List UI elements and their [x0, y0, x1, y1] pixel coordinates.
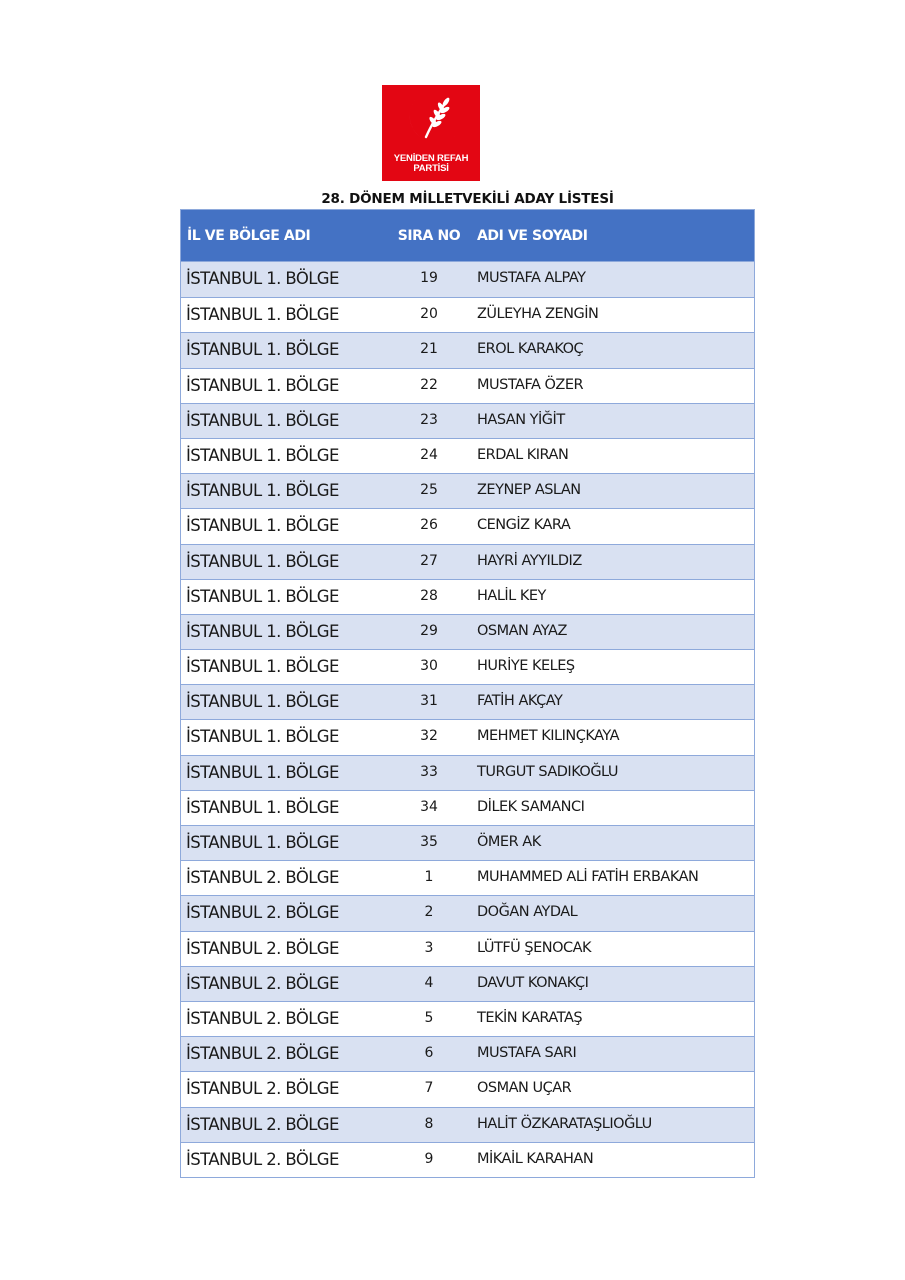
cell-sira-no: 32 — [420, 728, 438, 745]
cell-sira-no: 4 — [424, 974, 434, 991]
cell-sira-no: 27 — [420, 552, 438, 569]
table-row — [181, 473, 754, 508]
cell-region: İSTANBUL 1. BÖLGE — [186, 727, 339, 747]
table-row — [181, 895, 754, 930]
cell-candidate-name: MUHAMMED ALİ FATİH ERBAKAN — [477, 869, 699, 886]
cell-sira-no: 34 — [420, 798, 438, 815]
cell-candidate-name: DAVUT KONAKÇI — [477, 974, 589, 991]
candidate-table — [180, 209, 755, 1178]
cell-candidate-name: ZÜLEYHA ZENGİN — [477, 306, 599, 323]
cell-sira-no: 28 — [420, 587, 438, 604]
cell-candidate-name: OSMAN AYAZ — [477, 622, 567, 639]
cell-candidate-name: MİKAİL KARAHAN — [477, 1150, 594, 1167]
cell-region: İSTANBUL 1. BÖLGE — [186, 269, 339, 288]
cell-sira-no: 6 — [424, 1045, 434, 1062]
cell-sira-no: 35 — [420, 834, 438, 850]
cell-candidate-name: DOĞAN AYDAL — [477, 904, 578, 921]
cell-candidate-name: OSMAN UÇAR — [477, 1080, 572, 1097]
table-row — [181, 614, 754, 649]
cell-sira-no: 21 — [420, 341, 438, 358]
table-row — [181, 719, 754, 754]
cell-candidate-name: MUSTAFA ALPAY — [477, 270, 586, 286]
logo-text-line2: PARTİSİ — [413, 163, 449, 174]
cell-candidate-name: MEHMET KILINÇKAYA — [477, 728, 620, 745]
cell-candidate-name: CENGİZ KARA — [477, 517, 571, 534]
table-row — [181, 860, 754, 895]
cell-region: İSTANBUL 1. BÖLGE — [186, 621, 339, 641]
cell-sira-no: 20 — [420, 306, 438, 323]
table-row — [181, 508, 754, 543]
party-logo — [382, 85, 480, 181]
cell-candidate-name: TEKİN KARATAŞ — [477, 1009, 583, 1026]
table-row — [181, 966, 754, 1001]
table-body — [181, 262, 754, 1177]
cell-region: İSTANBUL 1. BÖLGE — [186, 657, 339, 677]
cell-region: İSTANBUL 1. BÖLGE — [186, 340, 339, 360]
table-row — [181, 579, 754, 614]
table-header — [181, 210, 754, 262]
table-row — [181, 297, 754, 332]
table-row — [181, 755, 754, 790]
cell-region: İSTANBUL 2. BÖLGE — [186, 1008, 339, 1028]
cell-sira-no: 2 — [424, 904, 434, 921]
cell-sira-no: 26 — [420, 517, 438, 534]
cell-region: İSTANBUL 1. BÖLGE — [186, 762, 339, 782]
cell-sira-no: 7 — [424, 1080, 434, 1097]
cell-region: İSTANBUL 1. BÖLGE — [186, 516, 339, 536]
cell-candidate-name: EROL KARAKOÇ — [477, 341, 584, 358]
cell-region: İSTANBUL 2. BÖLGE — [186, 868, 339, 888]
column-header-no: SIRA NO — [397, 228, 461, 244]
cell-candidate-name: HALİL KEY — [477, 587, 546, 604]
cell-candidate-name: TURGUT SADIKOĞLU — [477, 763, 619, 780]
cell-region: İSTANBUL 1. BÖLGE — [186, 797, 339, 817]
cell-sira-no: 3 — [424, 939, 434, 956]
cell-sira-no: 19 — [420, 270, 438, 286]
cell-sira-no: 29 — [420, 622, 438, 639]
cell-sira-no: 1 — [424, 869, 434, 886]
cell-candidate-name: ZEYNEP ASLAN — [477, 482, 581, 499]
cell-region: İSTANBUL 1. BÖLGE — [186, 833, 339, 852]
cell-region: İSTANBUL 2. BÖLGE — [186, 938, 339, 958]
cell-candidate-name: HASAN YİĞİT — [477, 411, 565, 428]
cell-candidate-name: FATİH AKÇAY — [477, 693, 563, 710]
table-row — [181, 931, 754, 966]
cell-sira-no: 22 — [420, 376, 438, 393]
cell-region: İSTANBUL 2. BÖLGE — [186, 1044, 339, 1064]
document-title: 28. DÖNEM MİLLETVEKİLİ ADAY LİSTESİ — [321, 191, 614, 207]
cell-region: İSTANBUL 2. BÖLGE — [186, 1079, 339, 1099]
cell-region: İSTANBUL 1. BÖLGE — [186, 551, 339, 571]
cell-sira-no: 24 — [420, 446, 438, 463]
cell-region: İSTANBUL 1. BÖLGE — [186, 692, 339, 712]
logo-text-line1: YENİDEN REFAH — [393, 153, 469, 164]
table-row — [181, 1036, 754, 1071]
cell-region: İSTANBUL 2. BÖLGE — [186, 1114, 339, 1134]
table-row — [181, 332, 754, 367]
cell-region: İSTANBUL 1. BÖLGE — [186, 586, 339, 606]
cell-region: İSTANBUL 2. BÖLGE — [186, 1149, 339, 1169]
cell-candidate-name: MUSTAFA ÖZER — [477, 376, 584, 393]
cell-sira-no: 23 — [420, 411, 438, 428]
cell-region: İSTANBUL 1. BÖLGE — [186, 481, 339, 501]
cell-sira-no: 30 — [420, 658, 438, 675]
table-row — [181, 825, 754, 860]
cell-sira-no: 31 — [420, 693, 438, 710]
cell-candidate-name: ÖMER AK — [477, 834, 541, 850]
cell-sira-no: 33 — [420, 763, 438, 780]
table-row — [181, 1001, 754, 1036]
table-row — [181, 1107, 754, 1142]
table-row — [181, 649, 754, 684]
cell-region: İSTANBUL 2. BÖLGE — [186, 903, 339, 923]
table-row — [181, 368, 754, 403]
table-row — [181, 438, 754, 473]
table-row — [181, 790, 754, 825]
cell-region: İSTANBUL 1. BÖLGE — [186, 445, 339, 465]
column-header-region: İL VE BÖLGE ADI — [187, 228, 311, 244]
cell-candidate-name: HURİYE KELEŞ — [477, 658, 575, 675]
table-row — [181, 1071, 754, 1106]
cell-region: İSTANBUL 1. BÖLGE — [186, 410, 339, 430]
table-row — [181, 1142, 754, 1177]
cell-sira-no: 25 — [420, 482, 438, 499]
table-row — [181, 403, 754, 438]
cell-candidate-name: ERDAL KIRAN — [477, 446, 569, 463]
cell-candidate-name: LÜTFÜ ŞENOCAK — [477, 939, 592, 956]
cell-candidate-name: HAYRİ AYYILDIZ — [477, 552, 582, 569]
cell-candidate-name: DİLEK SAMANCI — [477, 798, 585, 815]
cell-region: İSTANBUL 2. BÖLGE — [186, 973, 339, 993]
cell-region: İSTANBUL 1. BÖLGE — [186, 375, 339, 395]
cell-sira-no: 5 — [424, 1009, 434, 1026]
cell-candidate-name: MUSTAFA SARI — [477, 1045, 577, 1062]
cell-sira-no: 8 — [424, 1115, 434, 1132]
column-header-name: ADI VE SOYADI — [477, 228, 588, 244]
table-row — [181, 262, 754, 297]
table-row — [181, 544, 754, 579]
cell-sira-no: 9 — [424, 1150, 434, 1167]
cell-candidate-name: HALİT ÖZKARATAŞLIOĞLU — [477, 1115, 652, 1132]
cell-region: İSTANBUL 1. BÖLGE — [186, 305, 339, 325]
table-row — [181, 684, 754, 719]
crescent-wheat-icon — [382, 85, 480, 155]
